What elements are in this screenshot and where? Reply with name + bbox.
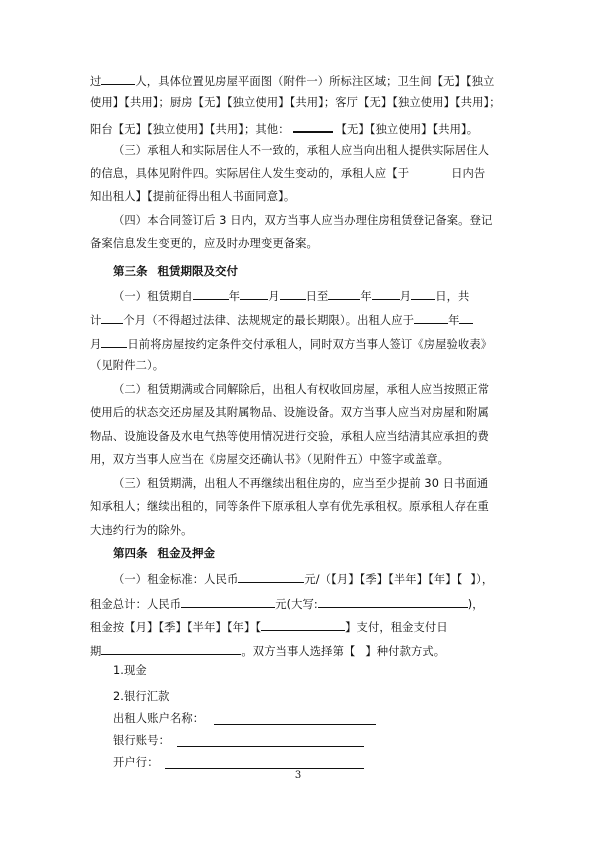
text: 月 — [90, 338, 102, 351]
text: （二）租赁期满或合同解除后，出租人有权收回房屋，承租人应当按照正常 — [113, 383, 490, 396]
text: 年 — [360, 290, 372, 303]
text: 】）， — [470, 573, 494, 586]
text-line — [113, 288, 469, 304]
text: （见附件二）。 — [90, 359, 165, 372]
text: 知出租人】【提前征得出租人书面同意】。 — [90, 190, 296, 203]
text: 日，共 — [435, 290, 470, 303]
text-line — [90, 73, 494, 89]
text-line — [90, 120, 478, 137]
section-heading — [113, 263, 238, 279]
text: 年 — [448, 314, 460, 327]
text: 银行账号： — [113, 734, 170, 747]
text-line — [90, 643, 445, 659]
text: 日至 — [305, 290, 329, 303]
section-number: 第四条 — [113, 546, 148, 560]
blank-underline — [459, 312, 473, 324]
blank-underline — [240, 288, 268, 300]
text-line — [90, 96, 501, 110]
text: 知承租人；继续出租的，同等条件下原承租人享有优先承租权。原承租人存在重 — [90, 500, 489, 513]
text-line — [113, 571, 493, 587]
text-line — [113, 214, 492, 228]
blank-underline — [238, 571, 304, 583]
blank-underline — [280, 288, 306, 300]
text: 阳台【无】【独立使用】【共用】；其他： — [90, 123, 290, 136]
text: 日内告 — [451, 167, 486, 180]
blank-underline — [372, 288, 400, 300]
text: 过 — [90, 75, 102, 88]
blank-underline — [193, 288, 229, 300]
blank-underline — [328, 288, 360, 300]
text: 的信息，具体见附件四。实际居住人发生变动的，承租人应【于 — [90, 167, 410, 180]
blank-underline — [101, 73, 135, 85]
text: 月 — [268, 290, 280, 303]
section-heading — [113, 545, 215, 561]
text: 年 — [228, 290, 241, 303]
page-number: 3 — [294, 770, 302, 781]
text-line — [90, 596, 484, 612]
text-line — [113, 477, 488, 491]
text: （三）承租人和实际居住人不一致的，承租人应当向出租人提供实际居住人 — [113, 144, 490, 157]
text-line — [90, 430, 489, 444]
text-line — [113, 144, 489, 158]
text: 计 — [90, 314, 102, 327]
blank-underline — [414, 312, 448, 324]
text: 开户行： — [113, 756, 159, 769]
blank-underline — [261, 619, 345, 631]
text: 个月（不得超过法律、法规规定的最长期限）。出租人应于 — [123, 314, 415, 327]
blank-underline — [181, 596, 275, 608]
blank-underline — [101, 643, 241, 655]
text: 期 — [90, 645, 102, 658]
text: 用，双方当事人应当在《房屋交还确认书》（见附件五）中签字或盖章。 — [90, 453, 450, 466]
text-line — [90, 190, 295, 204]
text-line — [90, 453, 449, 467]
text: 租金总计：人民币 — [90, 598, 182, 611]
text: 备案信息发生变更的，应及时办理变更备案。 — [90, 237, 318, 250]
text: 出租人账户名称： — [113, 712, 205, 725]
text-line — [113, 383, 489, 397]
text-line — [90, 406, 489, 420]
text-line — [90, 619, 448, 635]
text-line — [90, 312, 473, 328]
text-line — [90, 167, 485, 181]
text-line — [90, 500, 489, 514]
text: 使用】【共用】；厨房【无】【独立使用】【共用】；客厅【无】【独立使用】【共用】； — [90, 96, 501, 109]
text: （一）租金标准：人民币 — [113, 573, 239, 586]
text: 】种付款方式。 — [365, 645, 446, 658]
text-line — [90, 359, 164, 373]
text: 2.银行汇款 — [113, 690, 170, 703]
blank-underline — [318, 596, 468, 608]
text: 【无】【独立使用】【共用】。 — [335, 123, 479, 136]
text: 物品、设施设备及水电气热等使用情况进行交验，承租人应当结清其应承担的费 — [90, 430, 489, 443]
text: 】支付，租金支付日 — [345, 621, 448, 634]
section-title: 租赁期限及交付 — [157, 264, 238, 278]
blank-underline — [101, 336, 127, 348]
text: 。双方当事人选择第【 — [241, 645, 356, 658]
text: 月 — [399, 290, 412, 303]
text: （一）租赁期自 — [113, 290, 193, 303]
section-number: 第三条 — [113, 264, 148, 278]
text: （四）本合同签订后 3 日内，双方当事人应当办理住房租赁登记备案。登记 — [113, 214, 493, 227]
text: 人，具体位置见房屋平面图（附件一）所标注区域；卫生间【无】【独立 — [135, 75, 495, 88]
blank-underline — [101, 312, 123, 324]
text: 元(大写: — [275, 598, 318, 611]
blank-underline — [293, 120, 333, 133]
text-line — [90, 336, 492, 352]
text: 大违约行为的除外。 — [90, 524, 193, 537]
text-line — [90, 237, 318, 251]
text: （三）租赁期满，出租人不再继续出租住房的，应当至少提前 30 日书面通 — [113, 477, 489, 490]
text: 日前将房屋按约定条件交付承租人，同时双方当事人签订《房屋验收表》 — [127, 338, 493, 351]
text: 使用后的状态交还房屋及其附属物品、设施设备。双方当事人应当对房屋和附属 — [90, 406, 489, 419]
text: 元/（【月】【季】【半年】【年】【 — [304, 573, 463, 586]
text: 1.现金 — [113, 664, 147, 677]
text-line — [90, 524, 193, 538]
section-title: 租金及押金 — [157, 546, 215, 560]
text: )， — [467, 598, 484, 611]
blank-underline — [411, 288, 435, 300]
text: 租金按【月】【季】【半年】【年】【 — [90, 621, 262, 634]
